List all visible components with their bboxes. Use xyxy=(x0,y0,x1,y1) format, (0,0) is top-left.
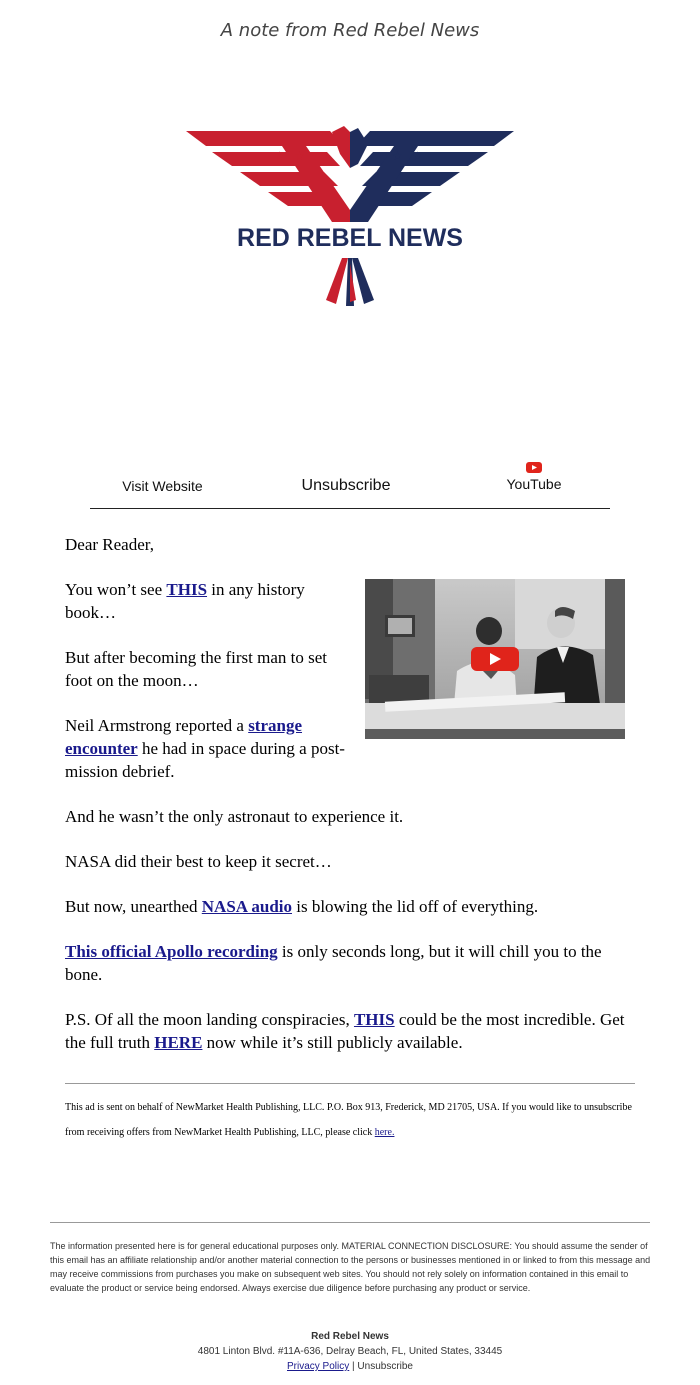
greeting: Dear Reader, xyxy=(65,535,154,554)
paragraph-5: NASA did their best to keep it secret… xyxy=(65,852,332,871)
logo-wordmark: RED REBEL NEWS xyxy=(237,224,463,252)
privacy-policy-link[interactable]: Privacy Policy xyxy=(287,1361,350,1372)
divider xyxy=(50,1222,650,1223)
unsubscribe-link[interactable]: Unsubscribe xyxy=(301,477,391,494)
postscript xyxy=(65,1008,643,1054)
footer-address: 4801 Linton Blvd. #11A-636, Delray Beach, FL, United States, 33445 xyxy=(197,1346,503,1357)
this-link[interactable]: THIS xyxy=(166,580,208,599)
logo-star: ★ xyxy=(392,149,403,163)
paragraph-3 xyxy=(65,714,345,783)
footer xyxy=(0,1329,700,1374)
nasa-audio-link[interactable]: NASA audio xyxy=(201,897,292,916)
footer-separator: | xyxy=(349,1361,358,1372)
divider xyxy=(65,1083,635,1084)
paragraph-2: But after becoming the first man to set foot on the moon… xyxy=(65,648,328,690)
text: is only seconds long, but it will chill you to the bone. xyxy=(65,942,602,984)
visit-website-link[interactable]: Visit Website xyxy=(122,478,203,494)
letter-body xyxy=(65,533,643,1076)
text: P.S. Of all the moon landing conspiracies, xyxy=(65,1010,354,1029)
text: Neil Armstrong reported a xyxy=(65,716,249,735)
sender-text: This ad is sent on behalf of NewMarket Health Publishing, LLC. P.O. Box 913, Frederick, MD 21705, USA. If you would like to unsubscribe from receiving offers from NewMarket Health Publishing, LLC, please click xyxy=(65,1102,632,1138)
text: is blowing the lid off of everything. xyxy=(292,897,539,916)
footer-company: Red Rebel News xyxy=(311,1331,389,1342)
logo-wing-right-1 xyxy=(356,131,514,146)
apollo-recording-link[interactable]: This official Apollo recording xyxy=(65,942,278,961)
text: You won’t see xyxy=(65,580,167,599)
youtube-icon xyxy=(526,462,542,473)
sender-unsubscribe-link[interactable]: here. xyxy=(374,1127,395,1138)
youtube-label: YouTube xyxy=(506,476,562,492)
text: could be the most incredible. Get the full truth xyxy=(65,1010,625,1052)
logo-star: ★ xyxy=(274,149,285,163)
ps-this-link[interactable]: THIS xyxy=(353,1010,395,1029)
footer-unsubscribe-link[interactable]: Unsubscribe xyxy=(357,1361,413,1372)
email-tagline: A note from Red Rebel News xyxy=(220,20,480,41)
strange-encounter-link[interactable]: strange encounter xyxy=(65,716,303,758)
paragraph-4: And he wasn’t the only astronaut to experience it. xyxy=(65,807,404,826)
sender-notice xyxy=(65,1095,640,1145)
text: now while it’s still publicly available. xyxy=(202,1033,463,1052)
logo-star: ★ xyxy=(412,149,423,163)
logo-wing-left-1 xyxy=(186,131,344,146)
paragraph-7 xyxy=(65,940,643,986)
disclosure-text: The information presented here is for general educational purposes only. MATERIAL CONNECTION DISCLOSURE: You should assume the sender of this email has an affiliate relationship and/or another material connection to the persons or businesses mentioned in or linked to from this message and may receive commissions from purchases you make on subsequent web sites. You should not rely solely on information contained in this email to evaluate the product or service being endorsed. Always exercise due diligence before purchasing any product or service. xyxy=(50,1241,651,1293)
paragraph-1 xyxy=(65,578,345,624)
text: But now, unearthed xyxy=(65,897,202,916)
logo-tail-left xyxy=(326,258,348,304)
logo-wing-right-2 xyxy=(360,152,488,166)
text: in any history book… xyxy=(65,580,305,622)
ps-here-link[interactable]: HERE xyxy=(154,1033,203,1052)
red-rebel-news-logo xyxy=(182,124,518,308)
text: he had in space during a post-mission debrief. xyxy=(65,739,345,781)
logo-star: ★ xyxy=(294,149,305,163)
youtube-link[interactable] xyxy=(490,462,578,492)
email-nav xyxy=(90,458,610,509)
paragraph-6 xyxy=(65,895,643,918)
